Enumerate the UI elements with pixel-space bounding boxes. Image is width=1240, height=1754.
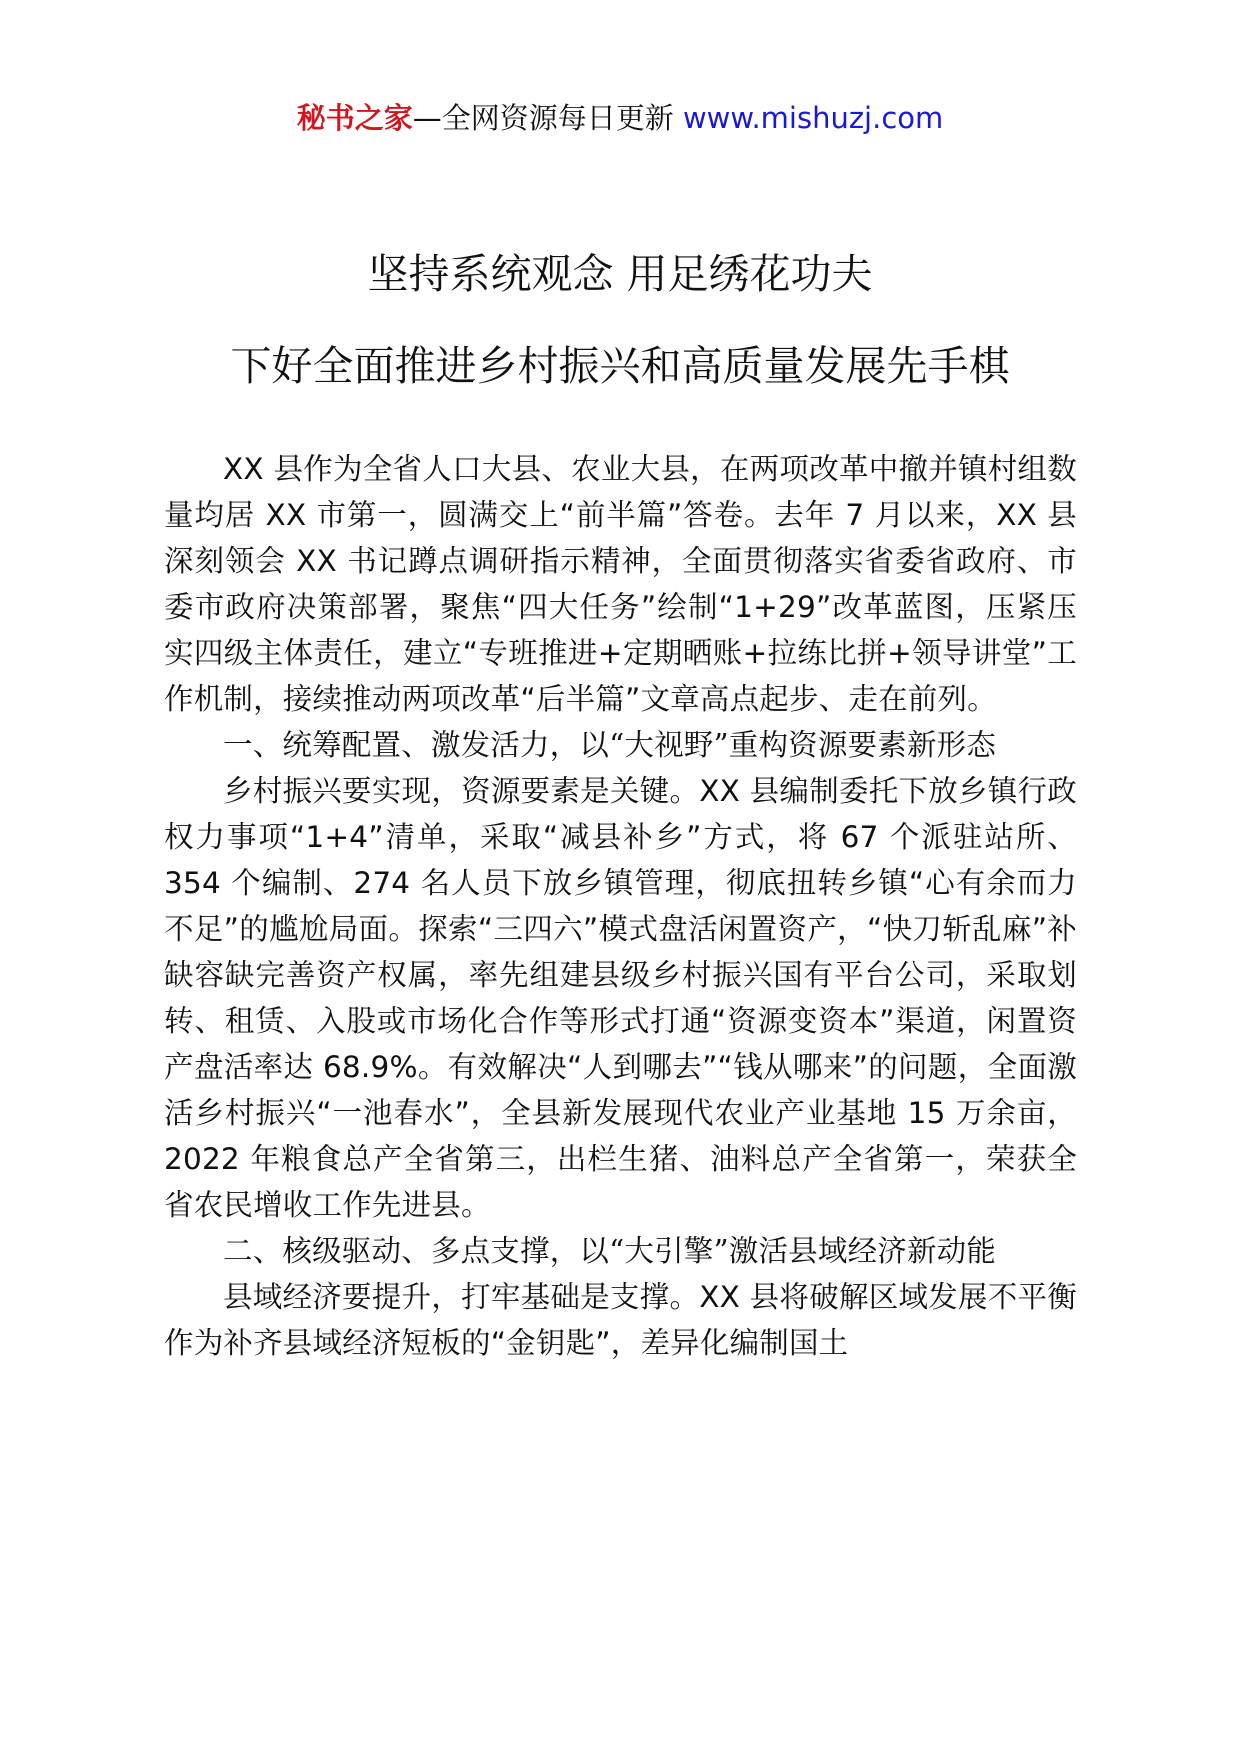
section-2-paragraph: 县域经济要提升，打牢基础是支撑。XX 县将破解区域发展不平衡作为补齐县域经济短板的“金钥匙”，差异化编制国土	[164, 1280, 1077, 1360]
site-url-link[interactable]: www.mishuzj.com	[682, 101, 944, 135]
section-1-paragraph: 乡村振兴要实现，资源要素是关键。XX 县编制委托下放乡镇行政权力事项“1+4”清单，采取“减县补乡”方式，将 67 个派驻站所、354 个编制、274 名人员下放乡镇管理，彻底扭转乡镇“心有余而力不足”的尴尬局面。探索“三四六”模式盘活闲置资产，“快刀斩乱麻”补缺容缺完善资产权属，率先组建县级乡村振兴国有平台公司，采取划转、租赁、入股或市场化合作等形式打通“资源变资本”渠道，闲置资产盘活率达 68.9%。有效解决“人到哪去”“钱从哪来”的问题，全面激活乡村振兴“一池春水”，全县新发展现代农业产业基地 15 万余亩，2022 年粮食总产全省第三，出栏生猪、油料总产全省第一，荣获全省农民增收工作先进县。	[164, 774, 1077, 1222]
intro-paragraph: XX 县作为全省人口大县、农业大县，在两项改革中撤并镇村组数量均居 XX 市第一，圆满交上“前半篇”答卷。去年 7 月以来，XX 县深刻领会 XX 书记蹲点调研指示精神，全面贯彻落实省委省政府、市委市政府决策部署，聚焦“四大任务”绘制“1+29”改革蓝图，压紧压实四级主体责任，建立“专班推进+定期晒账+拉练比拼+领导讲堂”工作机制，接续推动两项改革“后半篇”文章高点起步、走在前列。	[164, 452, 1077, 716]
document-body	[164, 446, 1077, 1366]
site-tagline: —全网资源每日更新	[412, 101, 683, 135]
site-header	[0, 98, 1240, 138]
document-title-line-1: 坚持系统观念 用足绣花功夫	[367, 250, 873, 298]
document-title-line-2: 下好全面推进乡村振兴和高质量发展先手棋	[230, 342, 1010, 390]
site-brand: 秘书之家	[296, 101, 413, 135]
section-heading-1: 一、统筹配置、激发活力，以“大视野”重构资源要素新形态	[223, 728, 997, 762]
section-heading-2: 二、核级驱动、多点支撑，以“大引擎”激活县域经济新动能	[223, 1234, 997, 1268]
